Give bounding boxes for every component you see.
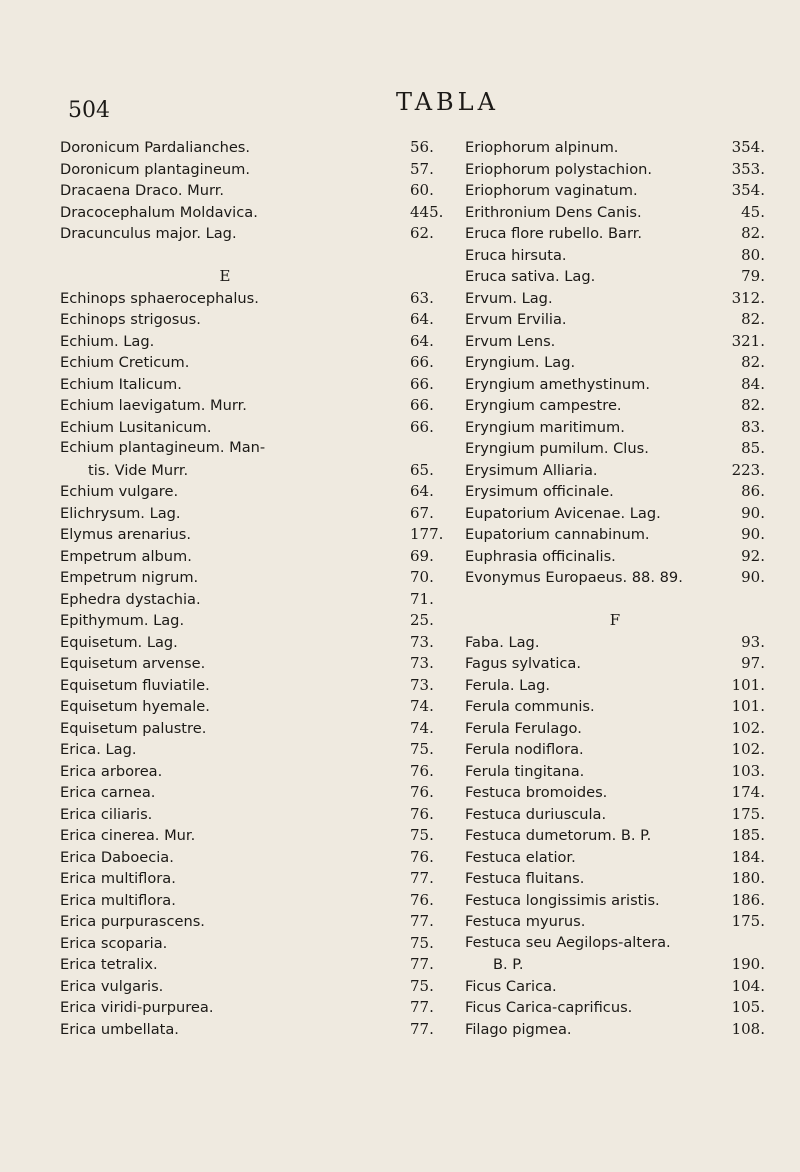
entry-page: 104.	[731, 976, 765, 995]
entry-name: Erithronium Dens Canis.	[465, 203, 642, 221]
entry-name: Elichrysum. Lag.	[60, 504, 181, 522]
index-entry	[60, 461, 460, 483]
index-entry	[465, 203, 765, 225]
entry-page: 77.	[410, 869, 434, 887]
entry-page: 77.	[410, 955, 434, 973]
index-entry	[60, 912, 460, 934]
entry-name: Filago pigmea.	[465, 1020, 572, 1038]
entry-name: Eryngium pumilum. Clus.	[465, 440, 649, 457]
entry-page: 101.	[731, 697, 765, 715]
index-entry	[465, 375, 765, 397]
entry-name: Festuca elatior.	[465, 848, 576, 866]
entry-page: 185.	[731, 826, 765, 844]
entry-page: 71.	[410, 589, 434, 608]
page-number: 504	[68, 98, 110, 123]
entry-name: Festuca seu Aegilops-altera.	[465, 933, 671, 951]
entry-name: Erica multiflora.	[60, 891, 176, 909]
index-entry	[60, 396, 460, 418]
entry-page: 82.	[741, 224, 765, 242]
index-entry	[465, 869, 765, 891]
entry-name: Ervum. Lag.	[465, 289, 553, 307]
entry-page: 56.	[410, 138, 434, 156]
entry-name: Eupatorium Avicenae. Lag.	[465, 504, 661, 522]
entry-name: Ferula communis.	[465, 698, 595, 715]
index-entry	[465, 934, 765, 956]
index-entry	[465, 547, 765, 569]
entry-name: Equisetum arvense.	[60, 655, 206, 672]
entry-name: Erica Daboecia.	[60, 848, 174, 866]
entry-name: Dracaena Draco. Murr.	[60, 182, 224, 199]
entry-page: 85.	[741, 439, 765, 457]
index-entry	[60, 224, 460, 246]
entry-page: 75.	[410, 933, 434, 952]
index-entry	[465, 1020, 765, 1042]
index-entry	[60, 547, 460, 569]
index-entry	[465, 719, 765, 741]
entry-page: 73.	[410, 654, 434, 672]
entry-page: 67.	[410, 503, 434, 522]
entry-page: 105.	[731, 998, 765, 1016]
index-entry	[60, 181, 460, 203]
index-entry	[60, 568, 460, 590]
entry-page: 86.	[741, 482, 765, 500]
entry-name: Eryngium campestre.	[465, 397, 622, 414]
entry-name: Erica. Lag.	[60, 741, 137, 758]
index-entry	[465, 826, 765, 848]
entry-name: Empetrum nigrum.	[60, 569, 199, 586]
index-entry	[60, 611, 460, 633]
entry-name: Eryngium amethystinum.	[465, 375, 651, 393]
entry-name: Dracocephalum Moldavica.	[60, 203, 258, 221]
entry-page: 353.	[731, 159, 765, 178]
index-entry	[60, 289, 460, 311]
entry-page: 25.	[410, 611, 434, 629]
index-entry	[60, 697, 460, 719]
index-entry	[465, 697, 765, 719]
entry-page: 101.	[731, 675, 765, 694]
entry-page: 93.	[741, 632, 765, 651]
index-entry	[465, 740, 765, 762]
entry-name: Equisetum. Lag.	[60, 633, 178, 651]
entry-page: 83.	[741, 417, 765, 436]
entry-page: 354.	[731, 138, 765, 156]
index-entry	[60, 310, 460, 332]
index-entry	[60, 934, 460, 956]
entry-page: 174.	[731, 783, 765, 801]
entry-name: Eryngium. Lag.	[465, 354, 576, 371]
entry-page: 177.	[410, 525, 444, 543]
entry-name: Doronicum Pardalianches.	[60, 139, 251, 156]
entry-name: Erica purpurascens.	[60, 913, 205, 930]
index-entry	[465, 289, 765, 311]
entry-page: 57.	[410, 159, 434, 178]
index-entry	[60, 332, 460, 354]
entry-page: 75.	[410, 826, 434, 844]
index-entry	[60, 869, 460, 891]
entry-page: 190.	[731, 955, 765, 973]
index-entry	[465, 396, 765, 418]
entry-name: Empetrum album.	[60, 547, 192, 565]
entry-page: 66.	[410, 353, 434, 371]
index-entry	[60, 482, 460, 504]
index-entry	[465, 568, 765, 590]
entry-name: Evonymus Europaeus. 88. 89.	[465, 569, 683, 586]
entry-page: 90.	[741, 525, 765, 543]
entry-page: 90.	[741, 503, 765, 522]
entry-name: Euphrasia officinalis.	[465, 547, 616, 565]
index-entry	[465, 998, 765, 1020]
index-entry	[465, 633, 765, 655]
entry-name: Festuca bromoides.	[465, 784, 608, 801]
entry-name: Echium Italicum.	[60, 375, 182, 393]
entry-page: 175.	[731, 912, 765, 930]
entry-name: Erica carnea.	[60, 784, 156, 801]
entry-page: 66.	[410, 374, 434, 393]
entry-page: 82.	[741, 396, 765, 414]
entry-name: Equisetum fluviatile.	[60, 676, 210, 694]
entry-name: Erysimum officinale.	[465, 483, 614, 500]
entry-page: 73.	[410, 675, 434, 694]
index-entry	[465, 246, 765, 268]
index-entry	[465, 482, 765, 504]
entry-page: 80.	[741, 245, 765, 264]
entry-page: 74.	[410, 697, 434, 715]
entry-name: Erica cinerea. Mur.	[60, 827, 196, 844]
entry-name: Festuca dumetorum. B. P.	[465, 827, 652, 844]
index-entry	[465, 676, 765, 698]
entry-name: Ferula. Lag.	[465, 676, 551, 694]
entry-page: 102.	[731, 718, 765, 737]
entry-name: Echium vulgare.	[60, 483, 179, 500]
entry-page: 66.	[410, 417, 434, 436]
entry-name: Eryngium maritimum.	[465, 418, 625, 436]
index-entry	[60, 633, 460, 655]
entry-name: Epithymum. Lag.	[60, 612, 185, 629]
entry-page: 76.	[410, 804, 434, 823]
index-entry	[60, 762, 460, 784]
index-entry	[465, 805, 765, 827]
entry-name: Eriophorum vaginatum.	[465, 182, 638, 199]
index-entry	[60, 805, 460, 827]
entry-name: Eriophorum polystachion.	[465, 160, 653, 178]
entry-name: Elymus arenarius.	[60, 526, 191, 543]
index-entry	[60, 504, 460, 526]
entry-page: 64.	[410, 482, 434, 500]
index-entry	[60, 203, 460, 225]
entry-name: Ephedra dystachia.	[60, 590, 201, 608]
entry-name: Festuca fluitans.	[465, 870, 585, 887]
entry-name: Echium. Lag.	[60, 332, 155, 350]
section-letter: F	[609, 611, 621, 629]
index-entry	[465, 418, 765, 440]
entry-name: Ervum Ervilia.	[465, 311, 567, 328]
index-entry	[60, 783, 460, 805]
index-entry	[60, 525, 460, 547]
entry-page: 312.	[731, 288, 765, 307]
index-column-right	[465, 138, 765, 1041]
entry-page: 180.	[731, 869, 765, 887]
entry-name: Erica scoparia.	[60, 934, 168, 952]
index-entry	[465, 654, 765, 676]
index-entry	[60, 654, 460, 676]
entry-page: 92.	[741, 546, 765, 565]
entry-name: Echium Lusitanicum.	[60, 418, 212, 436]
entry-name: Ferula tingitana.	[465, 762, 585, 780]
index-entry	[465, 160, 765, 182]
index-entry	[465, 181, 765, 203]
entry-name: Erica viridi-purpurea.	[60, 999, 214, 1016]
entry-name: Echium plantagineum. Man-	[60, 439, 266, 456]
index-entry	[465, 955, 765, 977]
index-entry	[465, 525, 765, 547]
entry-page: 102.	[731, 740, 765, 758]
blank-line	[465, 590, 765, 612]
index-entry	[465, 310, 765, 332]
entry-name: Ficus Carica.	[465, 977, 557, 995]
entry-page: 73.	[410, 632, 434, 651]
entry-name: Echium Creticum.	[60, 354, 190, 371]
entry-page: 84.	[741, 374, 765, 393]
entry-name: Doronicum plantagineum.	[60, 160, 251, 178]
entry-page: 76.	[410, 890, 434, 909]
index-entry	[60, 590, 460, 612]
entry-page: 103.	[731, 761, 765, 780]
entry-page: 64.	[410, 331, 434, 350]
entry-name: Echinops sphaerocephalus.	[60, 289, 259, 307]
entry-page: 69.	[410, 546, 434, 565]
entry-page: 70.	[410, 568, 434, 586]
entry-name: Equisetum hyemale.	[60, 698, 210, 715]
index-entry	[465, 504, 765, 526]
index-entry	[465, 461, 765, 483]
entry-page: 60.	[410, 181, 434, 199]
entry-name: Echinops strigosus.	[60, 311, 201, 328]
index-entry	[465, 912, 765, 934]
entry-name: Fagus sylvatica.	[465, 655, 582, 672]
entry-name: Eruca flore rubello. Barr.	[465, 225, 643, 242]
entry-name: Ficus Carica-caprificus.	[465, 999, 633, 1016]
index-entry	[60, 353, 460, 375]
entry-page: 79.	[741, 267, 765, 285]
index-entry	[465, 353, 765, 375]
index-entry	[60, 138, 460, 160]
entry-name: Eruca sativa. Lag.	[465, 268, 596, 285]
entry-name: Festuca longissimis aristis.	[465, 891, 660, 909]
entry-name: Eriophorum alpinum.	[465, 139, 619, 156]
index-entry	[465, 332, 765, 354]
entry-name: Ferula Ferulago.	[465, 719, 582, 737]
entry-page: 82.	[741, 353, 765, 371]
entry-name: B. P.	[493, 956, 524, 973]
entry-page: 108.	[731, 1019, 765, 1038]
index-entry	[60, 439, 460, 461]
index-column-left	[60, 138, 460, 1041]
entry-name: Eruca hirsuta.	[465, 246, 567, 264]
entry-name: Equisetum palustre.	[60, 719, 207, 737]
entry-page: 75.	[410, 740, 434, 758]
index-entry	[465, 762, 765, 784]
entry-name: tis. Vide Murr.	[88, 461, 189, 479]
index-entry	[60, 719, 460, 741]
entry-page: 62.	[410, 224, 434, 242]
entry-page: 74.	[410, 718, 434, 737]
entry-page: 223.	[731, 460, 765, 479]
entry-name: Dracunculus major. Lag.	[60, 225, 237, 242]
entry-name: Festuca duriuscula.	[465, 805, 607, 823]
entry-page: 77.	[410, 912, 434, 930]
entry-page: 65.	[410, 460, 434, 479]
entry-name: Erysimum Alliaria.	[465, 461, 598, 479]
index-entry	[60, 740, 460, 762]
entry-page: 186.	[731, 890, 765, 909]
entry-page: 63.	[410, 288, 434, 307]
entry-name: Erica vulgaris.	[60, 977, 164, 995]
entry-name: Ervum Lens.	[465, 332, 556, 350]
index-entry	[60, 848, 460, 870]
entry-name: Eupatorium cannabinum.	[465, 526, 650, 543]
index-entry	[60, 998, 460, 1020]
index-entry	[465, 439, 765, 461]
entry-name: Erica multiflora.	[60, 870, 176, 887]
index-entry	[60, 826, 460, 848]
index-entry	[465, 224, 765, 246]
index-entry	[60, 891, 460, 913]
index-entry	[465, 138, 765, 160]
entry-page: 76.	[410, 847, 434, 866]
section-letter: E	[219, 267, 231, 285]
index-entry	[465, 267, 765, 289]
entry-name: Echium laevigatum. Murr.	[60, 397, 247, 414]
entry-name: Erica tetralix.	[60, 956, 158, 973]
entry-page: 66.	[410, 396, 434, 414]
entry-page: 76.	[410, 783, 434, 801]
index-entry	[60, 160, 460, 182]
entry-page: 445.	[410, 202, 444, 221]
index-entry	[465, 848, 765, 870]
index-entry	[60, 676, 460, 698]
entry-page: 90.	[741, 568, 765, 586]
entry-page: 76.	[410, 761, 434, 780]
running-title: TABLA	[396, 88, 499, 116]
index-entry	[465, 977, 765, 999]
entry-page: 77.	[410, 998, 434, 1016]
index-entry	[465, 891, 765, 913]
entry-page: 184.	[731, 847, 765, 866]
index-entry	[60, 375, 460, 397]
entry-page: 45.	[741, 202, 765, 221]
entry-page: 82.	[741, 310, 765, 328]
entry-page: 175.	[731, 804, 765, 823]
entry-page: 97.	[741, 654, 765, 672]
entry-page: 354.	[731, 181, 765, 199]
index-entry	[60, 955, 460, 977]
index-entry	[60, 1020, 460, 1042]
entry-name: Faba. Lag.	[465, 633, 540, 651]
index-entry	[60, 418, 460, 440]
entry-page: 75.	[410, 976, 434, 995]
index-entry	[60, 977, 460, 999]
entry-name: Ferula nodiflora.	[465, 741, 584, 758]
entry-name: Erica arborea.	[60, 762, 163, 780]
entry-name: Erica umbellata.	[60, 1020, 179, 1038]
entry-name: Erica ciliaris.	[60, 805, 153, 823]
index-entry	[465, 783, 765, 805]
entry-page: 77.	[410, 1019, 434, 1038]
blank-line	[60, 246, 460, 268]
entry-page: 321.	[731, 331, 765, 350]
entry-page: 64.	[410, 310, 434, 328]
entry-name: Festuca myurus.	[465, 913, 586, 930]
